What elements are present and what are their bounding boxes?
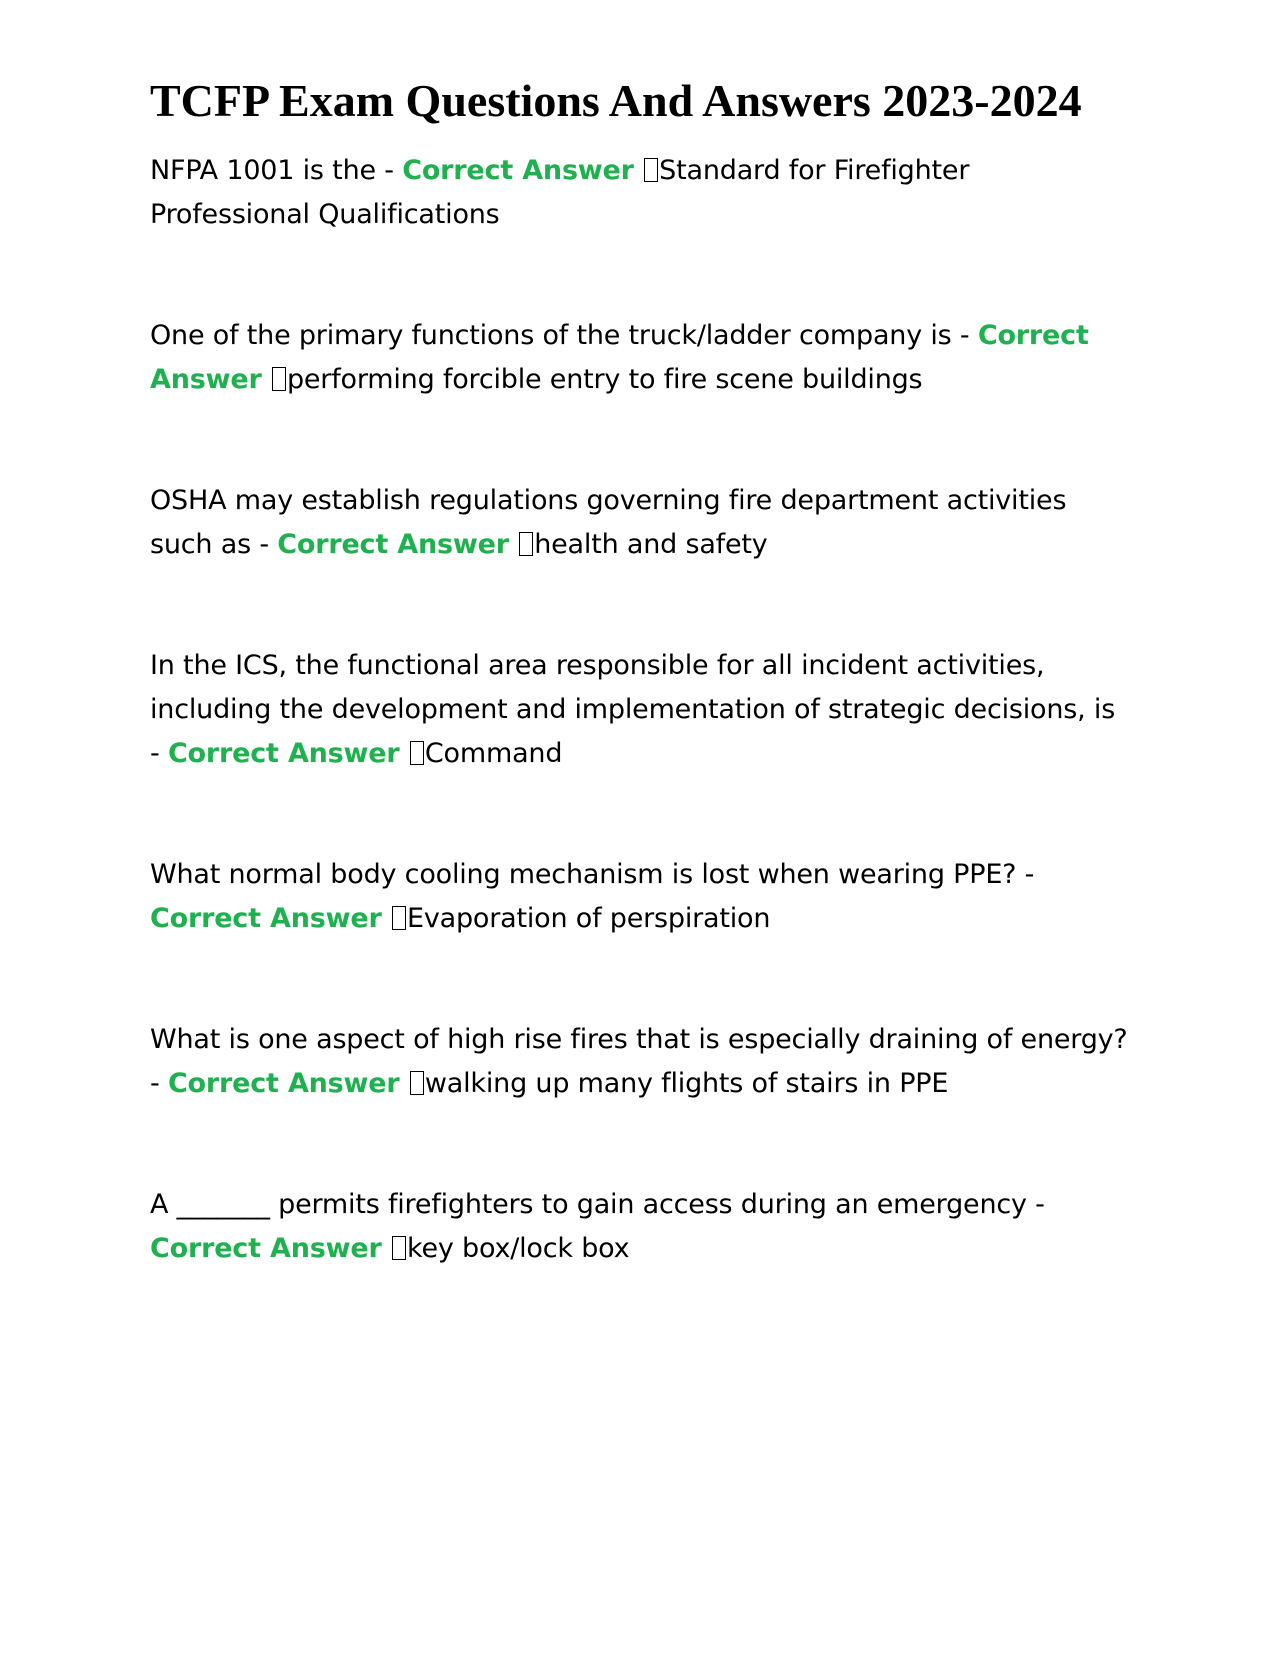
question-text: In the ICS, the functional area responsible for all incident activities, including the development and implementation of strategic decisions, is - bbox=[150, 650, 1116, 769]
qa-item bbox=[150, 1183, 1130, 1271]
correct-answer-label: Correct Answer bbox=[167, 1068, 400, 1099]
qa-item bbox=[150, 149, 1130, 237]
box-glyph-icon bbox=[519, 532, 533, 556]
document-title: TCFP Exam Questions And Answers 2023-2024 bbox=[150, 75, 1082, 126]
qa-item bbox=[150, 644, 1130, 776]
qa-item bbox=[150, 1018, 1130, 1106]
answer-text: Command bbox=[424, 738, 563, 769]
question-text: What normal body cooling mechanism is lost when wearing PPE? - bbox=[150, 859, 1035, 890]
answer-text: Evaporation of perspiration bbox=[406, 903, 771, 934]
correct-answer-label: Correct Answer bbox=[402, 155, 634, 186]
correct-answer-label: Correct Answer bbox=[150, 1233, 382, 1264]
qa-item bbox=[150, 314, 1130, 402]
answer-text: Standard for Firefighter Professional Qualifications bbox=[150, 155, 970, 230]
correct-answer-label: Correct Answer bbox=[167, 738, 400, 769]
document-content bbox=[150, 72, 1130, 1271]
correct-answer-label: Correct Answer bbox=[277, 529, 509, 560]
box-glyph-icon bbox=[410, 1071, 424, 1095]
answer-text: performing forcible entry to fire scene buildings bbox=[286, 364, 923, 395]
box-glyph-icon bbox=[392, 1236, 406, 1260]
box-glyph-icon bbox=[272, 367, 286, 391]
answer-text: key box/lock box bbox=[406, 1233, 630, 1264]
answer-text: health and safety bbox=[534, 529, 768, 560]
box-glyph-icon bbox=[644, 158, 658, 182]
answer-text: walking up many flights of stairs in PPE bbox=[424, 1068, 949, 1099]
question-text: A _______ permits firefighters to gain access during an emergency - bbox=[150, 1189, 1045, 1220]
box-glyph-icon bbox=[410, 741, 424, 765]
correct-answer-label: Correct Answer bbox=[150, 903, 382, 934]
qa-item bbox=[150, 479, 1130, 567]
question-text: What is one aspect of high rise fires that is especially draining of energy? - bbox=[150, 1024, 1128, 1099]
question-text: NFPA 1001 is the - bbox=[150, 155, 403, 186]
correct-answer-label: Correct Answer bbox=[150, 320, 1089, 395]
question-text: OSHA may establish regulations governing fire department activities such as - bbox=[150, 485, 1067, 560]
box-glyph-icon bbox=[392, 906, 406, 930]
qa-item bbox=[150, 853, 1130, 941]
question-text: One of the primary functions of the truck/ladder company is - bbox=[150, 320, 978, 351]
